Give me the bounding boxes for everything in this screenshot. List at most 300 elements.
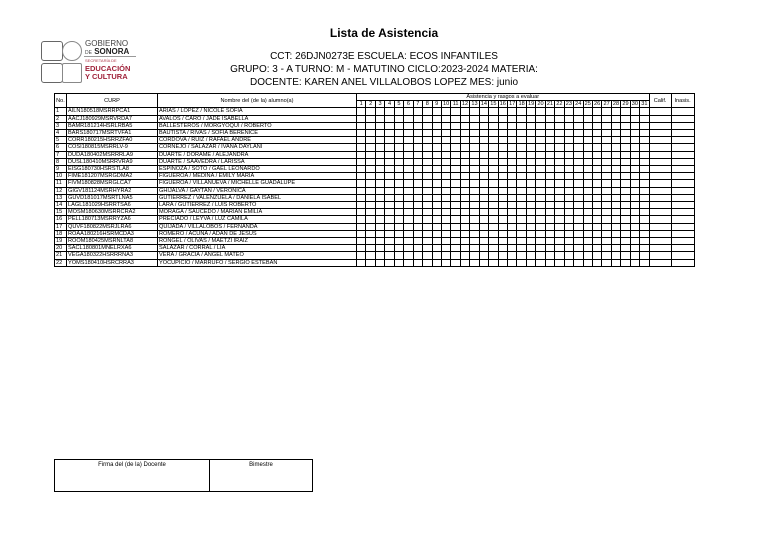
attendance-cell [470, 158, 479, 165]
attendance-cell [508, 173, 517, 180]
attendance-cell [602, 230, 611, 237]
attendance-cell [498, 108, 507, 115]
attendance-cell [460, 166, 469, 173]
attendance-cell [479, 137, 488, 144]
col-inasis-header: Inasis. [671, 94, 694, 108]
day-header: 16 [499, 101, 506, 108]
attendance-cell [441, 252, 450, 259]
attendance-cell [357, 166, 366, 173]
attendance-cell [489, 108, 498, 115]
attendance-cell [460, 252, 469, 259]
attendance-cell [517, 230, 526, 237]
attendance-cell [479, 194, 488, 201]
attendance-cell [479, 223, 488, 230]
attendance-cell [508, 245, 517, 252]
attendance-cell [508, 230, 517, 237]
attendance-cell [545, 158, 554, 165]
attendance-cell [479, 122, 488, 129]
attendance-cell [574, 180, 583, 187]
attendance-cell [432, 238, 441, 245]
attendance-cell [404, 108, 413, 115]
attendance-cell [470, 180, 479, 187]
attendance-cell [602, 238, 611, 245]
attendance-cell [498, 122, 507, 129]
attendance-cell [583, 130, 592, 137]
absences-cell [671, 209, 694, 216]
attendance-cell [375, 166, 384, 173]
attendance-cell [479, 202, 488, 209]
attendance-cell [385, 252, 394, 259]
attendance-cell [526, 194, 535, 201]
attendance-cell [413, 108, 422, 115]
attendance-cell [460, 122, 469, 129]
row-number: 14 [55, 202, 67, 209]
attendance-cell [564, 202, 573, 209]
attendance-cell [611, 216, 620, 223]
attendance-cell [564, 223, 573, 230]
attendance-cell [460, 108, 469, 115]
attendance-cell [451, 122, 460, 129]
attendance-cell [545, 144, 554, 151]
attendance-cell [545, 216, 554, 223]
attendance-cell [592, 245, 601, 252]
attendance-cell [498, 223, 507, 230]
attendance-cell [357, 223, 366, 230]
attendance-cell [470, 245, 479, 252]
attendance-cell [592, 202, 601, 209]
attendance-cell [574, 216, 583, 223]
row-number: 15 [55, 209, 67, 216]
attendance-cell [526, 238, 535, 245]
attendance-cell [611, 158, 620, 165]
attendance-cell [423, 230, 432, 237]
attendance-cell [611, 137, 620, 144]
attendance-cell [602, 173, 611, 180]
attendance-cell [498, 194, 507, 201]
attendance-cell [423, 158, 432, 165]
attendance-cell [583, 108, 592, 115]
attendance-cell [375, 216, 384, 223]
attendance-cell [611, 223, 620, 230]
attendance-cell [404, 173, 413, 180]
attendance-cell [508, 115, 517, 122]
attendance-cell [545, 166, 554, 173]
attendance-cell [470, 166, 479, 173]
row-number: 18 [55, 230, 67, 237]
student-name: QUIJADA / VILLALOBOS / FERNANDA [158, 223, 357, 230]
day-header: 26 [594, 101, 601, 108]
row-number: 12 [55, 187, 67, 194]
attendance-cell [564, 209, 573, 216]
attendance-cell [375, 180, 384, 187]
attendance-cell [423, 259, 432, 266]
attendance-cell [394, 245, 403, 252]
attendance-cell [564, 151, 573, 158]
attendance-cell [583, 245, 592, 252]
row-number: 21 [55, 252, 67, 259]
attendance-cell [423, 115, 432, 122]
attendance-cell [508, 130, 517, 137]
table-row [55, 194, 695, 201]
attendance-cell [602, 252, 611, 259]
attendance-cell [564, 122, 573, 129]
attendance-cell [432, 108, 441, 115]
row-number: 19 [55, 238, 67, 245]
attendance-cell [621, 180, 630, 187]
attendance-cell [630, 209, 639, 216]
absences-cell [671, 144, 694, 151]
attendance-cell [357, 130, 366, 137]
attendance-cell [630, 180, 639, 187]
attendance-cell [404, 130, 413, 137]
attendance-cell [564, 216, 573, 223]
attendance-cell [611, 122, 620, 129]
attendance-cell [470, 187, 479, 194]
attendance-cell [640, 230, 649, 237]
attendance-cell [385, 166, 394, 173]
attendance-cell [640, 144, 649, 151]
attendance-cell [526, 151, 535, 158]
attendance-cell [517, 223, 526, 230]
attendance-cell [451, 194, 460, 201]
attendance-cell [489, 180, 498, 187]
attendance-cell [432, 158, 441, 165]
attendance-cell [545, 115, 554, 122]
logo-gobierno-text: GOBIERNO DE SONORA [85, 39, 130, 56]
day-header: 14 [480, 101, 488, 108]
attendance-cell [357, 180, 366, 187]
attendance-cell [489, 238, 498, 245]
absences-cell [671, 166, 694, 173]
attendance-cell [451, 144, 460, 151]
teacher-signature-cell: Firma del (de la) Docente [55, 460, 210, 492]
attendance-cell [413, 137, 422, 144]
attendance-cell [489, 230, 498, 237]
row-number: 7 [55, 151, 67, 158]
student-curp: FIME181207MSRGDMA2 [67, 173, 158, 180]
attendance-cell [602, 259, 611, 266]
attendance-cell [470, 259, 479, 266]
attendance-cell [479, 151, 488, 158]
attendance-cell [545, 245, 554, 252]
attendance-cell [498, 151, 507, 158]
attendance-cell [621, 151, 630, 158]
attendance-cell [555, 252, 564, 259]
student-curp: GIGV181124MSRHYRA2 [67, 187, 158, 194]
attendance-cell [621, 245, 630, 252]
logo-secretaria-text: SECRETARÍA DE [85, 58, 117, 63]
attendance-cell [602, 115, 611, 122]
student-curp: BARS180717MSRTVFA1 [67, 130, 158, 137]
attendance-cell [583, 166, 592, 173]
table-row [55, 252, 695, 259]
attendance-cell [432, 173, 441, 180]
attendance-cell [357, 238, 366, 245]
attendance-cell [432, 151, 441, 158]
attendance-cell [451, 130, 460, 137]
attendance-cell [630, 202, 639, 209]
attendance-cell [470, 216, 479, 223]
attendance-cell [451, 108, 460, 115]
attendance-cell [375, 209, 384, 216]
attendance-cell [489, 115, 498, 122]
attendance-cell [555, 108, 564, 115]
table-row [55, 151, 695, 158]
table-row [55, 108, 695, 115]
attendance-cell [498, 180, 507, 187]
col-curp-header: CURP [67, 94, 158, 108]
attendance-cell [508, 252, 517, 259]
attendance-cell [498, 259, 507, 266]
attendance-cell [460, 259, 469, 266]
attendance-cell [508, 216, 517, 223]
attendance-cell [432, 252, 441, 259]
attendance-cell [592, 108, 601, 115]
student-curp: SACL180801MNELRXA6 [67, 245, 158, 252]
attendance-cell [432, 230, 441, 237]
attendance-cell [640, 115, 649, 122]
attendance-cell [498, 173, 507, 180]
table-row [55, 122, 695, 129]
attendance-cell [432, 216, 441, 223]
attendance-cell [517, 144, 526, 151]
attendance-cell [470, 108, 479, 115]
day-header: 31 [641, 101, 648, 108]
attendance-cell [583, 194, 592, 201]
attendance-cell [441, 173, 450, 180]
attendance-cell [375, 252, 384, 259]
attendance-cell [470, 115, 479, 122]
attendance-cell [583, 144, 592, 151]
table-row [55, 259, 695, 266]
attendance-cell [394, 259, 403, 266]
grade-cell [649, 115, 671, 122]
attendance-cell [621, 259, 630, 266]
attendance-cell [423, 202, 432, 209]
attendance-cell [536, 252, 545, 259]
attendance-cell [592, 230, 601, 237]
grade-cell [649, 194, 671, 201]
attendance-cell [441, 180, 450, 187]
attendance-cell [498, 144, 507, 151]
attendance-cell [470, 252, 479, 259]
attendance-cell [498, 230, 507, 237]
attendance-cell [470, 238, 479, 245]
student-name: PRECIADO / LEYVA / LUZ CAMILA [158, 216, 357, 223]
attendance-cell [385, 223, 394, 230]
attendance-cell [489, 158, 498, 165]
attendance-cell [583, 151, 592, 158]
attendance-cell [451, 238, 460, 245]
attendance-cell [357, 252, 366, 259]
header-group-shift: GRUPO: 3 - A TURNO: M - MATUTINO CICLO:2023-2024 MATERIA: [230, 64, 538, 75]
attendance-cell [526, 259, 535, 266]
attendance-cell [432, 245, 441, 252]
attendance-cell [489, 173, 498, 180]
day-header: 13 [471, 101, 478, 108]
attendance-cell [413, 151, 422, 158]
attendance-cell [441, 194, 450, 201]
attendance-cell [564, 144, 573, 151]
attendance-cell [366, 122, 375, 129]
attendance-cell [564, 115, 573, 122]
attendance-cell [508, 209, 517, 216]
attendance-cell [432, 122, 441, 129]
attendance-cell [555, 223, 564, 230]
attendance-cell [574, 252, 583, 259]
row-number: 4 [55, 130, 67, 137]
grade-cell [649, 223, 671, 230]
attendance-cell [394, 223, 403, 230]
attendance-cell [536, 209, 545, 216]
attendance-cell [489, 166, 498, 173]
attendance-cell [564, 238, 573, 245]
attendance-cell [498, 245, 507, 252]
attendance-cell [357, 108, 366, 115]
attendance-cell [640, 245, 649, 252]
attendance-cell [366, 144, 375, 151]
student-name: RONGEL / OLIVAS / MAETZI IRAIZ [158, 238, 357, 245]
attendance-cell [366, 216, 375, 223]
attendance-cell [545, 223, 554, 230]
attendance-cell [385, 209, 394, 216]
attendance-cell [555, 122, 564, 129]
attendance-cell [621, 252, 630, 259]
attendance-cell [451, 115, 460, 122]
absences-cell [671, 238, 694, 245]
attendance-cell [489, 151, 498, 158]
attendance-cell [375, 238, 384, 245]
table-row [55, 166, 695, 173]
attendance-cell [621, 158, 630, 165]
attendance-cell [592, 166, 601, 173]
attendance-cell [404, 230, 413, 237]
attendance-cell [526, 245, 535, 252]
day-header: 6 [404, 101, 413, 108]
row-number: 9 [55, 166, 67, 173]
attendance-cell [574, 130, 583, 137]
student-curp: AACJ180929MSRVRDA7 [67, 115, 158, 122]
attendance-cell [385, 173, 394, 180]
student-name: FIGUEROA / MEDINA / EMILY MARIA [158, 173, 357, 180]
attendance-cell [526, 252, 535, 259]
attendance-cell [630, 187, 639, 194]
attendance-cell [536, 144, 545, 151]
table-row [55, 238, 695, 245]
attendance-cell [404, 245, 413, 252]
header-teacher-month: DOCENTE: KAREN ANEL VILLALOBOS LOPEZ MES: junio [249, 77, 519, 88]
attendance-cell [583, 137, 592, 144]
attendance-cell [555, 230, 564, 237]
attendance-cell [366, 137, 375, 144]
attendance-cell [413, 252, 422, 259]
table-row [55, 115, 695, 122]
attendance-cell [508, 122, 517, 129]
attendance-cell [583, 209, 592, 216]
attendance-cell [366, 238, 375, 245]
attendance-cell [423, 238, 432, 245]
attendance-cell [526, 187, 535, 194]
row-number: 10 [55, 173, 67, 180]
attendance-cell [564, 130, 573, 137]
attendance-cell [404, 122, 413, 129]
attendance-cell [574, 122, 583, 129]
attendance-cell [602, 122, 611, 129]
attendance-cell [366, 259, 375, 266]
attendance-cell [460, 209, 469, 216]
attendance-cell [526, 130, 535, 137]
attendance-cell [385, 144, 394, 151]
day-header: 2 [366, 101, 375, 108]
attendance-cell [366, 108, 375, 115]
attendance-cell [479, 108, 488, 115]
attendance-cell [489, 216, 498, 223]
day-header: 9 [432, 101, 441, 108]
attendance-cell [564, 252, 573, 259]
attendance-cell [404, 194, 413, 201]
attendance-cell [545, 194, 554, 201]
attendance-cell [640, 166, 649, 173]
attendance-cell [357, 209, 366, 216]
attendance-cell [592, 209, 601, 216]
attendance-cell [508, 259, 517, 266]
attendance-cell [555, 158, 564, 165]
attendance-cell [460, 187, 469, 194]
attendance-cell [413, 259, 422, 266]
student-curp: ROAA180216HSRMCDA3 [67, 230, 158, 237]
day-header: 20 [537, 101, 544, 108]
attendance-cell [611, 194, 620, 201]
student-curp: AILN180518MSRRPCA1 [67, 108, 158, 115]
attendance-cell [602, 194, 611, 201]
attendance-cell [640, 252, 649, 259]
attendance-cell [385, 180, 394, 187]
attendance-cell [489, 223, 498, 230]
attendance-cell [451, 259, 460, 266]
student-curp: PELL180713MSRRYZA6 [67, 216, 158, 223]
attendance-cell [432, 194, 441, 201]
attendance-cell [357, 230, 366, 237]
attendance-cell [592, 259, 601, 266]
attendance-cell [460, 173, 469, 180]
grade-cell [649, 158, 671, 165]
attendance-cell [564, 137, 573, 144]
attendance-cell [479, 166, 488, 173]
attendance-cell [592, 173, 601, 180]
attendance-cell [508, 180, 517, 187]
attendance-cell [470, 209, 479, 216]
attendance-cell [404, 209, 413, 216]
attendance-cell [432, 137, 441, 144]
attendance-table [54, 93, 695, 267]
attendance-cell [404, 216, 413, 223]
row-number: 2 [55, 115, 67, 122]
day-header: 15 [490, 101, 497, 108]
table-row [55, 245, 695, 252]
attendance-cell [630, 216, 639, 223]
attendance-cell [583, 238, 592, 245]
attendance-cell [366, 252, 375, 259]
attendance-cell [451, 166, 460, 173]
student-curp: CORR180215HSRRZFA0 [67, 137, 158, 144]
attendance-cell [592, 137, 601, 144]
attendance-cell [423, 180, 432, 187]
absences-cell [671, 173, 694, 180]
attendance-cell [385, 187, 394, 194]
attendance-cell [517, 187, 526, 194]
attendance-cell [357, 144, 366, 151]
attendance-cell [404, 144, 413, 151]
